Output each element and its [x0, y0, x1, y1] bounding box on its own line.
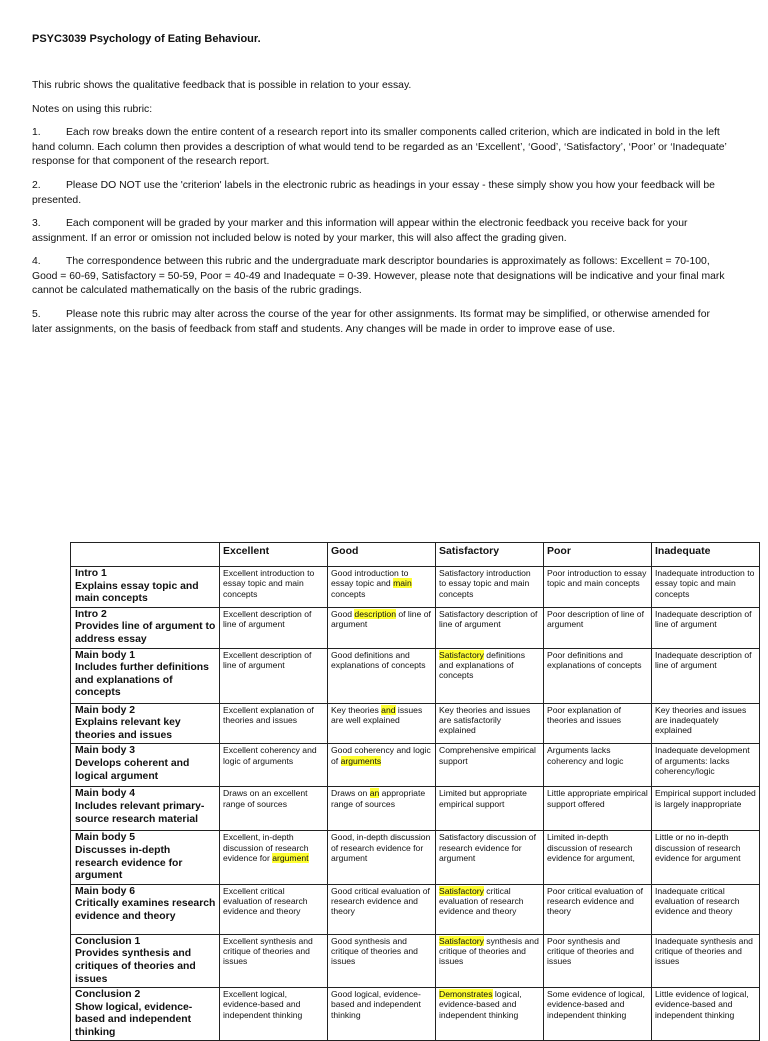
rubric-row [71, 607, 760, 648]
descriptor-cell-poor [544, 884, 652, 934]
highlighted-text: Satisfactory [439, 885, 484, 896]
descriptor-cell-inadequate [652, 831, 760, 884]
descriptor-text: Limited but appropriate empirical support [439, 788, 527, 809]
descriptor-cell-excellent [220, 831, 328, 884]
rubric-table [70, 542, 760, 1041]
note-item [32, 255, 732, 299]
rubric-row [71, 934, 760, 987]
descriptor-cell-good [328, 884, 436, 934]
descriptor-cell-inadequate [652, 934, 760, 987]
criterion-title: Conclusion 1 [75, 935, 141, 947]
descriptor-cell-excellent [220, 744, 328, 787]
descriptor-text: logical, evidence-based and independent thinking [439, 989, 522, 1020]
descriptor-text: Poor synthesis and critique of theories and issues [547, 935, 634, 967]
note-text: Please DO NOT use the 'criterion' labels in the electronic rubric as headings in your essay - these simply show you how your feedback will be presented. [32, 180, 715, 206]
criterion-title: Main body 4 [75, 788, 136, 800]
descriptor-text: Excellent description of line of argument [223, 608, 312, 630]
note-text: Please note this rubric may alter across the course of the year for other assignments. Its format may be simplified, or otherwise amended for later assignments, on the basis of feedback from staff and students. Any changes will be made in order to improve ease of use. [32, 309, 710, 335]
criterion-cell [71, 744, 220, 787]
rubric-row [71, 787, 760, 831]
descriptor-cell-inadequate [652, 607, 760, 648]
descriptor-cell-excellent [220, 884, 328, 934]
criterion-cell [71, 934, 220, 987]
note-item [32, 308, 732, 337]
descriptor-text: Good definitions and explanations of concepts [331, 649, 426, 670]
note-number: 2. [32, 180, 41, 191]
descriptor-cell-poor [544, 787, 652, 831]
descriptor-text: Good coherency and logic of [331, 745, 431, 766]
descriptor-text: Excellent introduction to essay topic and main concepts [223, 568, 315, 599]
criterion-description: Develops coherent and logical argument [75, 757, 190, 782]
descriptor-text: Poor definitions and explanations of concepts [547, 649, 642, 670]
descriptor-text: Excellent synthesis and critique of theories and issues [223, 935, 313, 967]
descriptor-text: Limited in-depth discussion of research evidence for argument, [547, 832, 635, 863]
descriptor-cell-satisfactory [436, 831, 544, 884]
descriptor-cell-good [328, 607, 436, 648]
criterion-description: Show logical, evidence-based and independent thinking [75, 1001, 193, 1038]
descriptor-cell-excellent [220, 703, 328, 744]
rubric-row [71, 648, 760, 703]
criterion-cell [71, 988, 220, 1041]
descriptor-cell-good [328, 934, 436, 987]
descriptor-cell-satisfactory [436, 787, 544, 831]
descriptor-text: Key theories and issues are inadequately explained [655, 704, 747, 736]
descriptor-cell-satisfactory [436, 988, 544, 1041]
descriptor-cell-good [328, 988, 436, 1041]
note-item [32, 126, 732, 170]
descriptor-cell-inadequate [652, 567, 760, 608]
criterion-cell [71, 648, 220, 703]
descriptor-text: Inadequate critical evaluation of research evidence and theory [655, 885, 740, 917]
descriptor-cell-satisfactory [436, 884, 544, 934]
criterion-description: Explains essay topic and main concepts [75, 580, 199, 605]
descriptor-cell-excellent [220, 988, 328, 1041]
descriptor-cell-poor [544, 703, 652, 744]
note-text: Each row breaks down the entire content of a research report into its smaller components called criterion, which are indicated in bold in the left hand column. Each column then provides a description of what would tend to be regarded as an ‘Excellent’, ‘Good’, ‘Satisfactory’, ‘Poor’ or ‘Inadequate’ response for that component of the research report. [32, 127, 727, 167]
descriptor-text: Comprehensive empirical support [439, 745, 536, 766]
descriptor-cell-excellent [220, 934, 328, 987]
highlighted-text: arguments [340, 755, 382, 766]
header-cell-good: Good [328, 543, 436, 567]
descriptor-cell-excellent [220, 567, 328, 608]
notes-heading: Notes on using this rubric: [32, 104, 153, 115]
descriptor-text: Inadequate synthesis and critique of theories and issues [655, 935, 753, 967]
descriptor-cell-inadequate [652, 787, 760, 831]
descriptor-text: Arguments lacks coherency and logic [547, 745, 624, 766]
highlighted-text: Satisfactory [439, 935, 484, 946]
descriptor-text: issues are well explained [331, 704, 423, 725]
descriptor-text: Inadequate description of line of argument [655, 608, 752, 630]
criterion-title: Main body 6 [75, 885, 136, 897]
document-title: PSYC3039 Psychology of Eating Behaviour. [32, 33, 261, 45]
header-cell-excellent: Excellent [220, 543, 328, 567]
criterion-description: Discusses in-depth research evidence for argument [75, 844, 183, 882]
highlighted-text: Demonstrates [439, 989, 493, 1000]
descriptor-text: Draws on an excellent range of sources [223, 788, 308, 809]
descriptor-text: Inadequate introduction to essay topic and main concepts [655, 568, 755, 599]
descriptor-text: Good, in-depth discussion of research evidence for argument [331, 832, 431, 863]
descriptor-cell-good [328, 744, 436, 787]
descriptor-cell-inadequate [652, 703, 760, 744]
highlighted-text: main [393, 578, 412, 589]
descriptor-cell-inadequate [652, 884, 760, 934]
criterion-cell [71, 703, 220, 744]
descriptor-cell-excellent [220, 607, 328, 648]
descriptor-text: Some evidence of logical, evidence-based and independent thinking [547, 989, 645, 1020]
note-number: 1. [32, 127, 41, 138]
descriptor-text: Excellent, in-depth discussion of research evidence for [223, 832, 309, 863]
rubric-row [71, 831, 760, 884]
descriptor-cell-excellent [220, 787, 328, 831]
rubric-row [71, 567, 760, 608]
criterion-description: Includes relevant primary-source research material [75, 800, 205, 825]
descriptor-cell-inadequate [652, 648, 760, 703]
highlighted-text: Satisfactory [439, 649, 484, 660]
descriptor-text: Poor critical evaluation of research evidence and theory [547, 885, 644, 917]
descriptor-cell-satisfactory [436, 567, 544, 608]
descriptor-text: Good logical, evidence-based and independent thinking [331, 989, 421, 1020]
descriptor-cell-inadequate [652, 988, 760, 1041]
header-cell-poor: Poor [544, 543, 652, 567]
criterion-title: Intro 1 [75, 568, 107, 579]
descriptor-text: Satisfactory discussion of research evidence for argument [439, 832, 536, 863]
note-number: 4. [32, 256, 41, 267]
descriptor-text: Empirical support included is largely inappropriate [655, 788, 756, 809]
descriptor-cell-good [328, 831, 436, 884]
criterion-description: Provides line of argument to address essay [75, 621, 216, 645]
descriptor-text: Good critical evaluation of research evidence and theory [331, 885, 430, 917]
descriptor-text: definitions and explanations of concepts [439, 649, 525, 681]
highlighted-text: argument [272, 852, 309, 863]
criterion-title: Conclusion 2 [75, 989, 141, 1001]
descriptor-text: Good [331, 608, 355, 619]
descriptor-text: Key theories and issues are satisfactorily explained [439, 704, 531, 736]
rubric-body [71, 567, 760, 1041]
descriptor-text: Draws on [331, 788, 370, 799]
descriptor-text: Excellent coherency and logic of arguments [223, 745, 317, 766]
descriptor-cell-poor [544, 607, 652, 648]
descriptor-text: Good introduction to essay topic and [331, 568, 409, 589]
descriptor-text: Inadequate development of arguments: lacks coherency/logic [655, 745, 750, 776]
descriptor-text: Good synthesis and critique of theories and issues [331, 935, 418, 967]
descriptor-cell-good [328, 567, 436, 608]
descriptor-text: Poor explanation of theories and issues [547, 704, 622, 725]
header-cell-inadequate: Inadequate [652, 543, 760, 567]
descriptor-text: appropriate range of sources [331, 788, 426, 809]
descriptor-text: Excellent logical, evidence-based and independent thinking [223, 989, 303, 1020]
rubric-row [71, 988, 760, 1041]
criterion-title: Main body 2 [75, 704, 136, 716]
descriptor-cell-good [328, 703, 436, 744]
header-cell-criterion [71, 543, 220, 567]
highlighted-text: an [369, 788, 380, 799]
descriptor-text: Little or no in-depth discussion of research evidence for argument [655, 832, 741, 863]
criterion-cell [71, 884, 220, 934]
note-number: 3. [32, 218, 41, 229]
criterion-title: Intro 2 [75, 608, 107, 620]
descriptor-text: Excellent explanation of theories and issues [223, 704, 314, 725]
descriptor-text: Poor description of line of argument [547, 608, 644, 630]
note-number: 5. [32, 309, 41, 320]
intro-text: This rubric shows the qualitative feedback that is possible in relation to your essay. [32, 80, 412, 91]
criterion-description: Critically examines research evidence and theory [75, 898, 216, 922]
descriptor-text: synthesis and critique of theories and issues [439, 935, 539, 967]
criterion-cell [71, 831, 220, 884]
descriptor-cell-satisfactory [436, 934, 544, 987]
rubric-row [71, 744, 760, 787]
descriptor-text: Key theories [331, 704, 382, 715]
criterion-title: Main body 5 [75, 832, 136, 844]
descriptor-cell-poor [544, 567, 652, 608]
descriptor-cell-poor [544, 648, 652, 703]
note-text: The correspondence between this rubric and the undergraduate mark descriptor boundaries is approximately as follows: Excellent = 70-100, Good = 60-69, Satisfactory = 50-59, Poor = 40-49 and Inadequate = 0-39. However, please note that designations will be indicative and your final mark cannot be calculated mathematically on the basis of the rubric gradings. [32, 256, 725, 296]
descriptor-cell-poor [544, 988, 652, 1041]
note-item [32, 179, 732, 208]
criterion-description: Provides synthesis and critiques of theories and issues [75, 948, 196, 985]
descriptor-cell-poor [544, 744, 652, 787]
descriptor-text: Poor introduction to essay topic and main concepts [547, 568, 647, 589]
descriptor-cell-satisfactory [436, 703, 544, 744]
header-cell-satisfactory: Satisfactory [436, 543, 544, 567]
descriptor-text: Satisfactory introduction to essay topic and main concepts [439, 568, 531, 599]
descriptor-cell-satisfactory [436, 744, 544, 787]
descriptor-text: critical evaluation of research evidence and theory [439, 885, 524, 917]
descriptor-text: Little appropriate empirical support offered [547, 788, 648, 809]
descriptor-cell-inadequate [652, 744, 760, 787]
descriptor-text: Little evidence of logical, evidence-based and independent thinking [655, 989, 749, 1020]
criterion-cell [71, 607, 220, 648]
criterion-description: Includes further definitions and explanations of concepts [75, 662, 209, 699]
criterion-cell [71, 787, 220, 831]
descriptor-cell-satisfactory [436, 607, 544, 648]
descriptor-cell-satisfactory [436, 648, 544, 703]
rubric-header-row [71, 543, 760, 567]
rubric-row [71, 703, 760, 744]
criterion-title: Main body 1 [75, 649, 136, 661]
note-item [32, 217, 732, 246]
descriptor-cell-poor [544, 934, 652, 987]
rubric-row [71, 884, 760, 934]
descriptor-cell-poor [544, 831, 652, 884]
descriptor-cell-good [328, 648, 436, 703]
criterion-title: Main body 3 [75, 745, 136, 757]
descriptor-text: Excellent description of line of argument [223, 649, 312, 670]
descriptor-text: Excellent critical evaluation of research evidence and theory [223, 885, 308, 917]
descriptor-text: Satisfactory description of line of argument [439, 608, 538, 630]
highlighted-text: and [381, 704, 396, 715]
criterion-cell [71, 567, 220, 608]
highlighted-text: description [354, 608, 396, 619]
descriptor-text: Inadequate description of line of argument [655, 649, 752, 670]
note-text: Each component will be graded by your marker and this information will appear within the electronic feedback you receive back for your assignment. If an error or omission not included below is noted by your marker, this will also affect the grading given. [32, 218, 688, 244]
criterion-description: Explains relevant key theories and issues [75, 717, 181, 741]
descriptor-text: concepts [331, 588, 366, 599]
descriptor-cell-good [328, 787, 436, 831]
descriptor-cell-excellent [220, 648, 328, 703]
descriptor-text: of line of argument [331, 608, 431, 630]
